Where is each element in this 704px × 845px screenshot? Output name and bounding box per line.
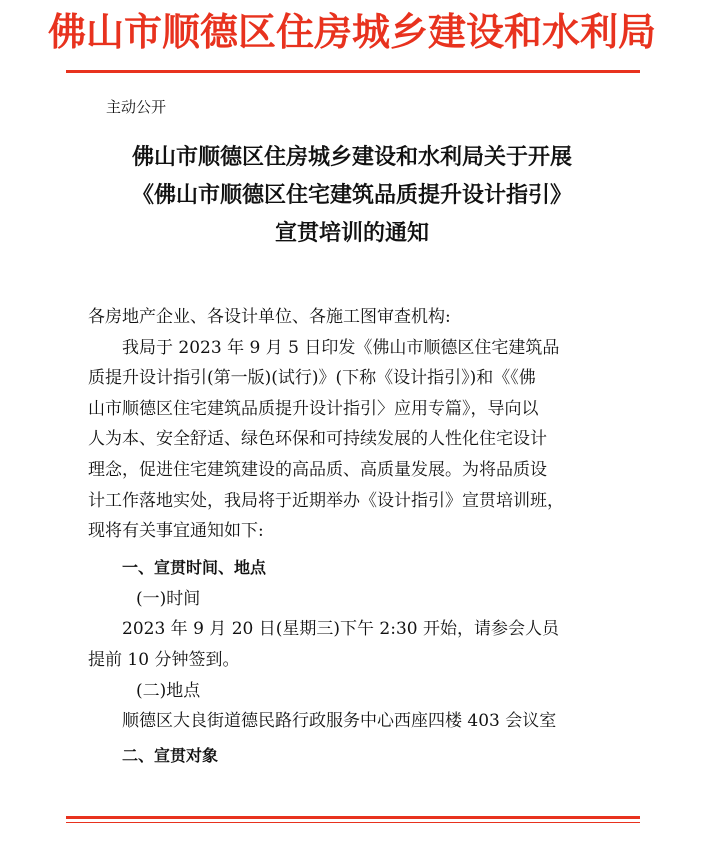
title-line-1: 佛山市顺德区住房城乡建设和水利局关于开展 — [131, 145, 572, 170]
intro-line-2: 质提升设计指引(第一版)(试行)》(下称《设计指引》)和《《佛 — [88, 368, 536, 388]
intro-line-4: 人为本、安全舒适、绿色环保和可持续发展的人性化住宅设计 — [88, 429, 547, 449]
section-1-sub-1-line-1: 2023 年 9 月 20 日(星期三)下午 2:30 开始，请参会人员 — [122, 619, 559, 639]
section-1-sub-2-line-1: 顺德区大良街道德民路行政服务中心西座四楼 403 会议室 — [122, 711, 557, 731]
salutation: 各房地产企业、各设计单位、各施工图审查机构: — [88, 307, 451, 327]
section-1-sub-2-label: (二)地点 — [136, 681, 201, 701]
intro-line-5: 理念，促进住宅建筑建设的高品质、高质量发展。为将品质设 — [88, 460, 547, 480]
intro-line-7: 现将有关事宜通知如下: — [88, 521, 264, 541]
section-1-sub-1-label: (一)时间 — [136, 589, 201, 609]
section-1-sub-1-line-2: 提前 10 分钟签到。 — [88, 650, 240, 670]
section-2-heading: 二、宣贯对象 — [122, 746, 219, 765]
disclosure-label: 主动公开 — [106, 98, 167, 116]
masthead-title: 佛山市顺德区住房城乡建设和水利局 — [47, 9, 656, 54]
title-line-3: 宣贯培训的通知 — [274, 221, 429, 246]
intro-line-6: 计工作落地实处，我局将于近期举办《设计指引》宣贯培训班， — [88, 491, 564, 511]
intro-line-3: 山市顺德区住宅建筑品质提升设计指引〉应用专篇》，导向以 — [88, 399, 539, 419]
footer-divider-thick — [66, 816, 640, 819]
footer-divider-thin — [66, 822, 640, 823]
section-1-heading: 一、宣贯时间、地点 — [122, 558, 267, 577]
intro-line-1: 我局于 2023 年 9 月 5 日印发《佛山市顺德区住宅建筑品 — [122, 338, 560, 358]
title-line-2: 《佛山市顺德区住宅建筑品质提升设计指引》 — [131, 183, 572, 208]
document-body — [88, 0, 624, 845]
